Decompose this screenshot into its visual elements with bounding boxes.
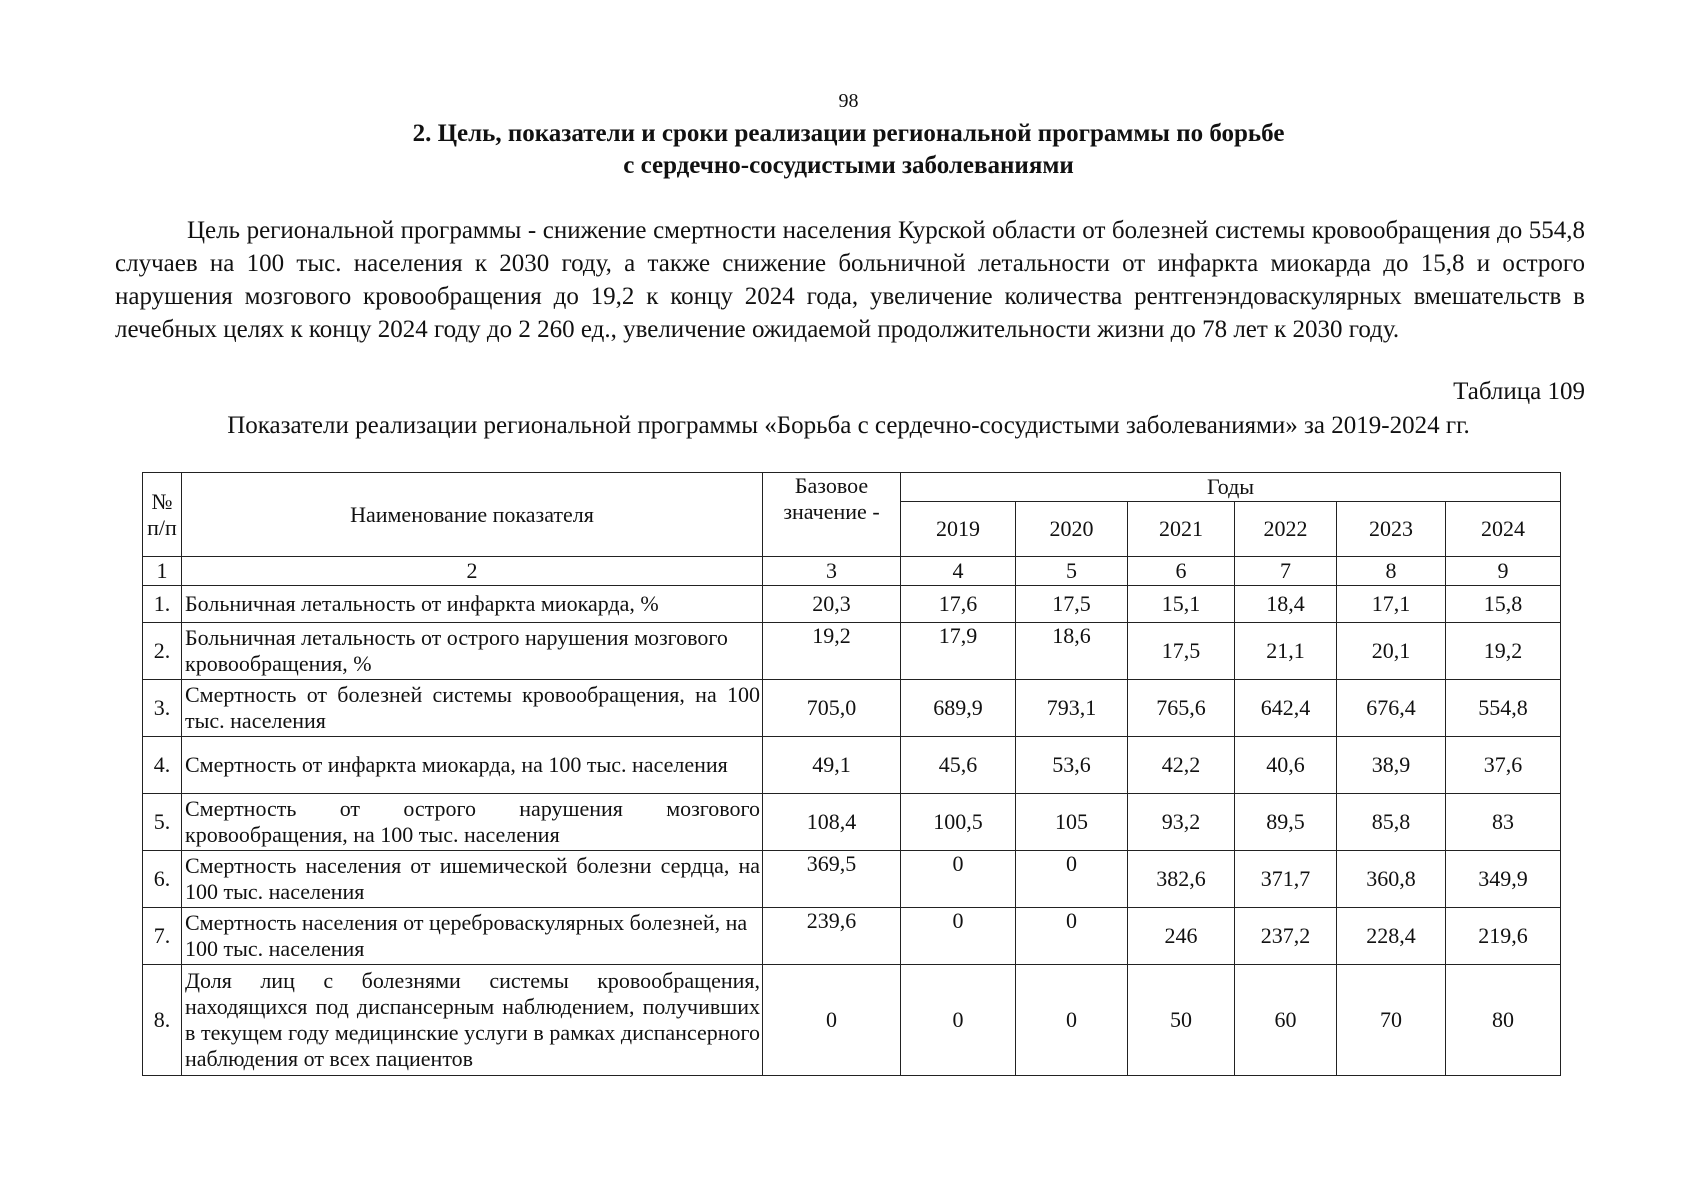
row-value: 360,8 — [1337, 851, 1446, 908]
table-header-row-1 — [143, 473, 1561, 502]
row-value: 21,1 — [1235, 623, 1337, 680]
column-index: 5 — [1016, 557, 1128, 586]
table-row — [143, 794, 1561, 851]
column-index: 8 — [1337, 557, 1446, 586]
row-num: 5. — [143, 794, 182, 851]
row-base: 239,6 — [763, 908, 901, 965]
row-value: 70 — [1337, 965, 1446, 1076]
row-value: 85,8 — [1337, 794, 1446, 851]
column-index: 6 — [1128, 557, 1235, 586]
row-value: 15,1 — [1128, 586, 1235, 623]
row-num: 7. — [143, 908, 182, 965]
row-value: 45,6 — [901, 737, 1016, 794]
row-value: 349,9 — [1446, 851, 1561, 908]
header-year: 2022 — [1235, 502, 1337, 557]
row-name: Больничная летальность от инфаркта миокарда, % — [182, 586, 763, 623]
column-index: 4 — [901, 557, 1016, 586]
row-value: 382,6 — [1128, 851, 1235, 908]
row-value: 554,8 — [1446, 680, 1561, 737]
column-index: 1 — [143, 557, 182, 586]
row-name: Смертность от болезней системы кровообращения, на 100 тыс. населения — [182, 680, 763, 737]
table-row — [143, 737, 1561, 794]
row-value: 18,6 — [1016, 623, 1128, 680]
row-base: 0 — [763, 965, 901, 1076]
header-year: 2021 — [1128, 502, 1235, 557]
table-row — [143, 623, 1561, 680]
row-base: 20,3 — [763, 586, 901, 623]
row-name: Смертность от инфаркта миокарда, на 100 тыс. населения — [182, 737, 763, 794]
row-value: 80 — [1446, 965, 1561, 1076]
table-number: Таблица 109 — [1453, 378, 1585, 405]
row-num: 3. — [143, 680, 182, 737]
row-name: Больничная летальность от острого нарушения мозгового кровообращения, % — [182, 623, 763, 680]
row-value: 60 — [1235, 965, 1337, 1076]
heading-line-2: с сердечно-сосудистыми заболеваниями — [623, 152, 1074, 179]
row-value: 676,4 — [1337, 680, 1446, 737]
row-value: 0 — [901, 851, 1016, 908]
row-base: 108,4 — [763, 794, 901, 851]
row-value: 83 — [1446, 794, 1561, 851]
header-year: 2020 — [1016, 502, 1128, 557]
table-caption: Показатели реализации региональной программы «Борьба с сердечно-сосудистыми заболеваниями» за 2019-2024 гг. — [227, 412, 1470, 439]
row-value: 50 — [1128, 965, 1235, 1076]
page-number: 98 — [838, 90, 859, 112]
row-value: 37,6 — [1446, 737, 1561, 794]
column-index: 2 — [182, 557, 763, 586]
header-year: 2019 — [901, 502, 1016, 557]
row-value: 18,4 — [1235, 586, 1337, 623]
heading-line-1: 2. Цель, показатели и сроки реализации региональной программы по борьбе — [412, 120, 1285, 147]
row-value: 15,8 — [1446, 586, 1561, 623]
row-value: 89,5 — [1235, 794, 1337, 851]
row-value: 17,6 — [901, 586, 1016, 623]
row-value: 38,9 — [1337, 737, 1446, 794]
row-value: 17,9 — [901, 623, 1016, 680]
row-name: Смертность населения от цереброваскулярных болезней, на 100 тыс. населения — [182, 908, 763, 965]
row-value: 53,6 — [1016, 737, 1128, 794]
table-row — [143, 680, 1561, 737]
row-value: 17,1 — [1337, 586, 1446, 623]
table-row — [143, 965, 1561, 1076]
intro-paragraph: Цель региональной программы - снижение смертности населения Курской области от болезней системы кровообращения до 554,8 случаев на 100 тыс. населения к 2030 году, а также снижение больничной летальности от инфаркта миокарда до 15,8 и острого нарушения мозгового кровообращения до 19,2 к концу 2024 года, увеличение количества рентгенэндоваскулярных вмешательств в лечебных целях к концу 2024 году до 2 260 ед., увеличение ожидаемой продолжительности жизни до 78 лет к 2030 году. — [115, 217, 1585, 343]
row-value: 371,7 — [1235, 851, 1337, 908]
row-value: 246 — [1128, 908, 1235, 965]
row-value: 93,2 — [1128, 794, 1235, 851]
row-num: 6. — [143, 851, 182, 908]
header-num: № п/п — [143, 473, 182, 557]
header-years-group: Годы — [901, 473, 1561, 502]
row-value: 0 — [901, 965, 1016, 1076]
row-base: 369,5 — [763, 851, 901, 908]
row-name: Смертность от острого нарушения мозгового кровообращения, на 100 тыс. населения — [182, 794, 763, 851]
row-value: 0 — [1016, 851, 1128, 908]
row-base: 705,0 — [763, 680, 901, 737]
row-value: 17,5 — [1128, 623, 1235, 680]
row-value: 0 — [901, 908, 1016, 965]
row-value: 0 — [1016, 965, 1128, 1076]
table-row — [143, 586, 1561, 623]
column-index-row — [143, 557, 1561, 586]
row-name: Смертность населения от ишемической болезни сердца, на 100 тыс. населения — [182, 851, 763, 908]
row-value: 0 — [1016, 908, 1128, 965]
row-value: 228,4 — [1337, 908, 1446, 965]
header-base: Базовое значение - — [763, 473, 901, 557]
row-value: 689,9 — [901, 680, 1016, 737]
row-value: 105 — [1016, 794, 1128, 851]
row-value: 765,6 — [1128, 680, 1235, 737]
row-value: 20,1 — [1337, 623, 1446, 680]
row-value: 793,1 — [1016, 680, 1128, 737]
section-heading — [0, 118, 1697, 182]
row-value: 19,2 — [1446, 623, 1561, 680]
row-name: Доля лиц с болезнями системы кровообращения, находящихся под диспансерным наблюдением, получивших в текущем году медицинские услуги в рамках диспансерного наблюдения от всех пациентов — [182, 965, 763, 1076]
row-value: 40,6 — [1235, 737, 1337, 794]
header-year: 2023 — [1337, 502, 1446, 557]
row-value: 17,5 — [1016, 586, 1128, 623]
row-num: 1. — [143, 586, 182, 623]
table-row — [143, 908, 1561, 965]
row-base: 19,2 — [763, 623, 901, 680]
row-num: 4. — [143, 737, 182, 794]
row-num: 8. — [143, 965, 182, 1076]
header-year: 2024 — [1446, 502, 1561, 557]
row-num: 2. — [143, 623, 182, 680]
row-value: 642,4 — [1235, 680, 1337, 737]
header-name: Наименование показателя — [182, 473, 763, 557]
column-index: 3 — [763, 557, 901, 586]
column-index: 9 — [1446, 557, 1561, 586]
column-index: 7 — [1235, 557, 1337, 586]
table-row — [143, 851, 1561, 908]
row-value: 42,2 — [1128, 737, 1235, 794]
indicators-table — [142, 472, 1561, 1076]
row-base: 49,1 — [763, 737, 901, 794]
row-value: 237,2 — [1235, 908, 1337, 965]
row-value: 219,6 — [1446, 908, 1561, 965]
row-value: 100,5 — [901, 794, 1016, 851]
